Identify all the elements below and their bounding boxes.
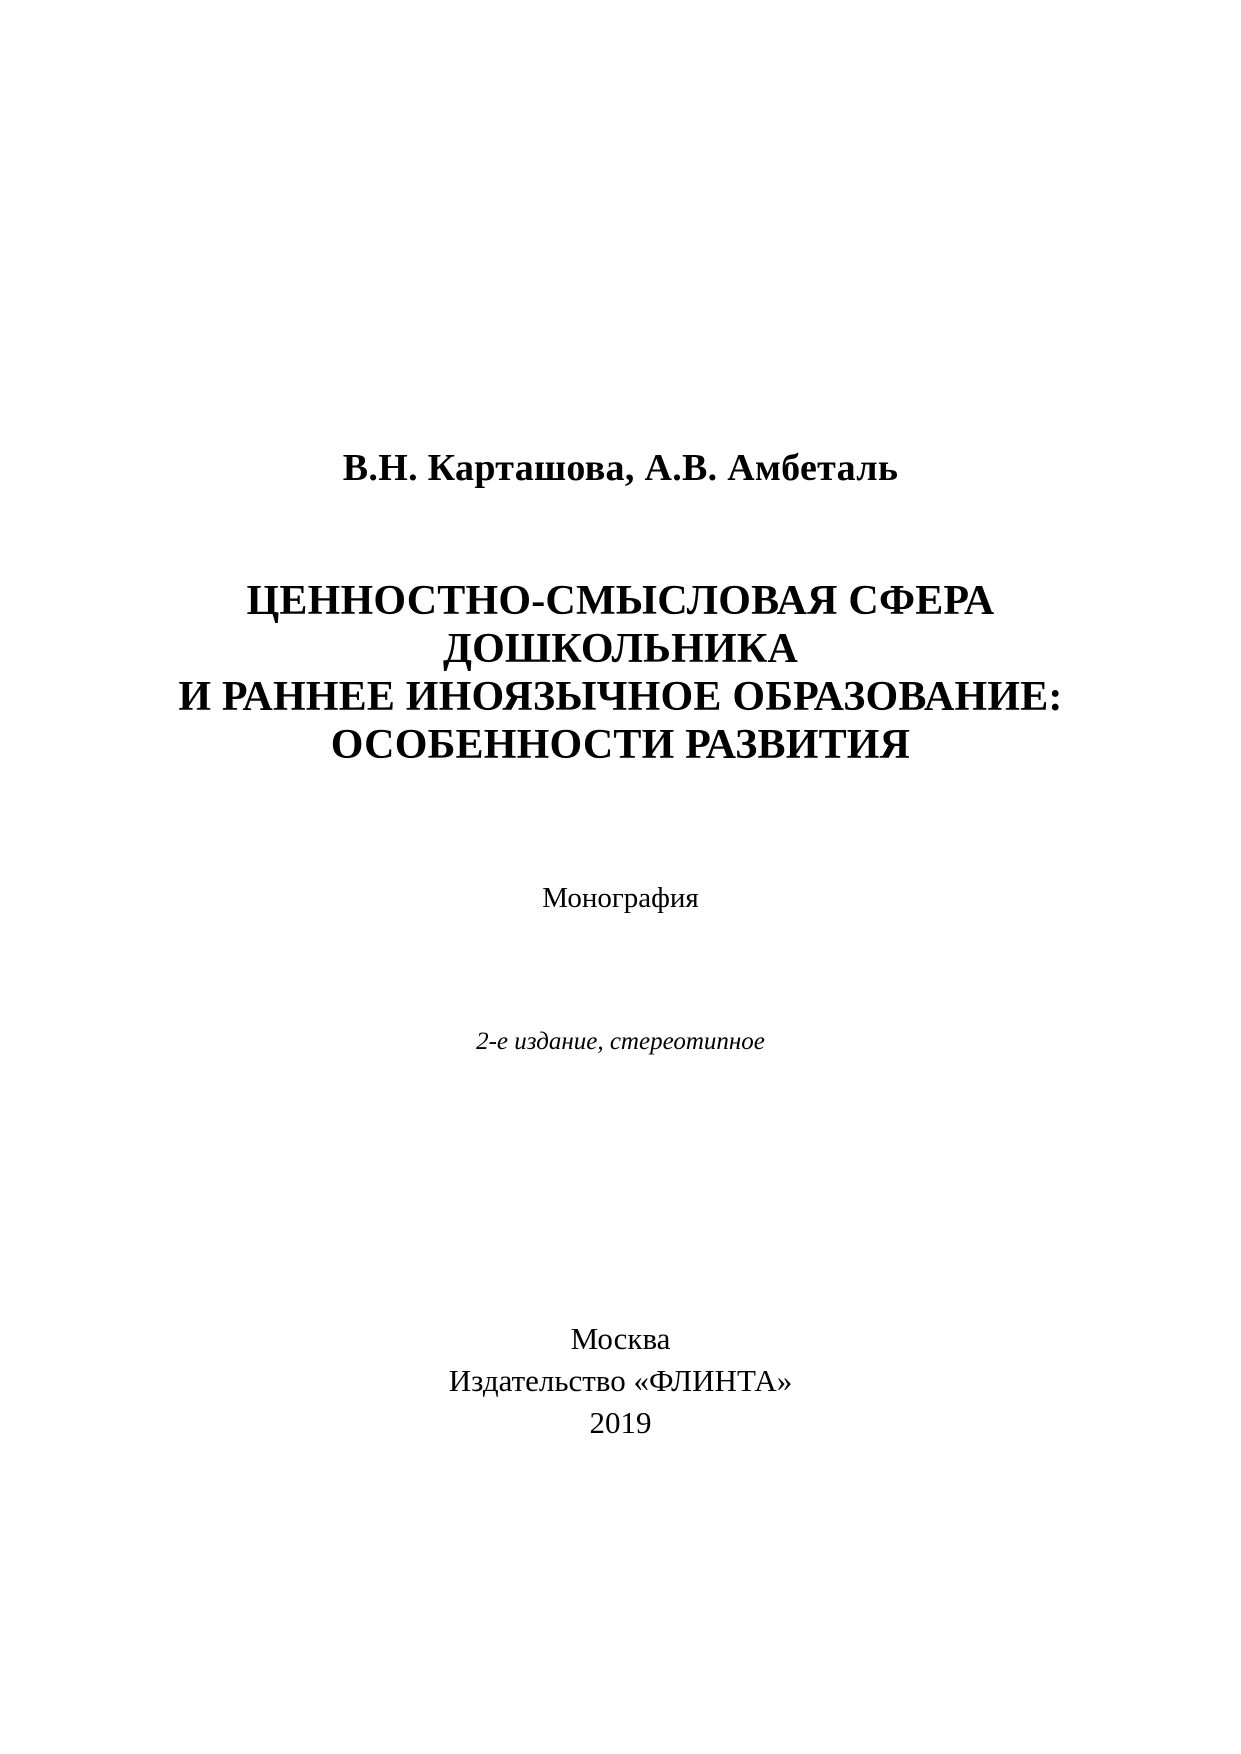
authors: В.Н. Карташова, А.В. Амбеталь [342,447,899,489]
title-line-1: ЦЕННОСТНО-СМЫСЛОВАЯ СФЕРА [246,578,995,624]
imprint [0,1318,1241,1444]
imprint-publisher: Издательство «ФЛИНТА» [448,1363,793,1398]
title-line-2: ДОШКОЛЬНИКА [442,626,799,672]
genre: Монография [542,882,699,914]
book-title [0,577,1241,769]
edition: 2-е издание, стереотипное [476,1028,765,1055]
title-line-3: И РАННЕЕ ИНОЯЗЫЧНОЕ ОБРАЗОВАНИЕ: [178,674,1063,720]
imprint-year: 2019 [589,1405,652,1440]
title-line-4: ОСОБЕННОСТИ РАЗВИТИЯ [330,722,911,768]
imprint-city: Москва [570,1321,671,1356]
